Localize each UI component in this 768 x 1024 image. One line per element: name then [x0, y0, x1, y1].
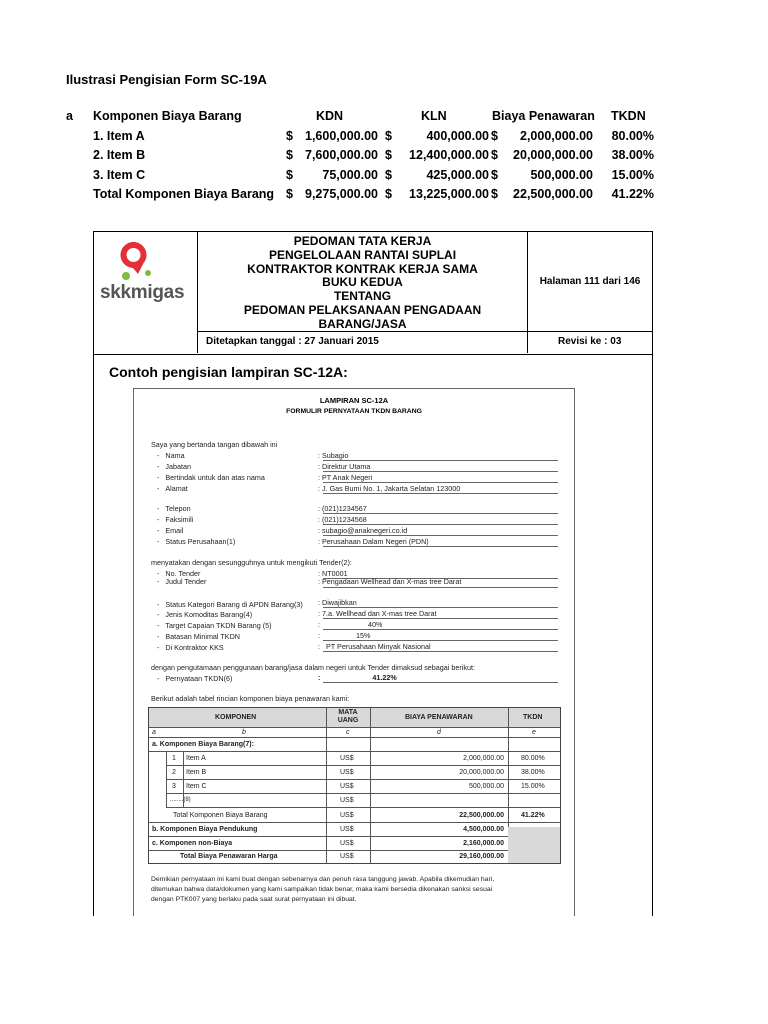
field-label: - Jabatan [157, 462, 191, 471]
item-no: 2 [172, 769, 176, 776]
item-tkdn: 38.00% [521, 769, 545, 776]
section-letter: a [66, 109, 73, 123]
table-header: MATA UANG [337, 709, 359, 724]
logo-text: skkmigas [100, 282, 185, 303]
item-name: Item B [186, 769, 207, 776]
sub-header: c [346, 729, 350, 736]
row-kln: 400,000.00 [426, 128, 489, 143]
field-label: - Batasan Minimal TKDN [157, 632, 240, 641]
item-no: 3 [172, 783, 176, 790]
row-kln: 12,400,000.00 [409, 148, 489, 162]
item-currency: US$ [340, 755, 354, 762]
total-barang-currency: US$ [340, 812, 354, 819]
field-value: : 40% [318, 620, 383, 629]
section-b-currency: US$ [340, 826, 354, 833]
field-label: - No. Tender [157, 569, 201, 578]
item-name: Item C [186, 783, 207, 790]
currency-symbol: $ [286, 128, 293, 143]
section-a: a. Komponen Biaya Barang(7): [152, 741, 254, 748]
example-heading: Contoh pengisian lampiran SC-12A: [109, 364, 348, 380]
row-biaya: 2,000,000.00 [520, 128, 593, 143]
total-barang-biaya: 22,500,000.00 [459, 812, 504, 819]
currency-symbol: $ [491, 148, 498, 162]
sub-header: b [242, 729, 246, 736]
currency-symbol: $ [491, 128, 498, 143]
row-tkdn: 41.22% [611, 187, 654, 201]
form-subtitle: FORMULIR PERNYATAAN TKDN BARANG [286, 408, 422, 415]
table-intro: Berikut adalah tabel rincian komponen biaya penawaran kami: [151, 694, 350, 703]
field-label: - Telepon [157, 504, 191, 513]
sub-header: d [437, 729, 441, 736]
row-biaya: 500,000.00 [530, 167, 593, 182]
table-row [66, 168, 666, 188]
field-value: : J. Gas Bumi No. 1, Jakarta Selatan 123000 [318, 484, 461, 493]
item-name: ........(8) [170, 797, 191, 803]
field-value: : PT Anak Negeri [318, 473, 373, 482]
currency-symbol: $ [286, 167, 293, 182]
document-header [93, 231, 653, 355]
pernyataan-label: - Pernyataan TKDN(6) [157, 674, 233, 683]
row-name: 2. Item B [93, 148, 146, 162]
currency-symbol: $ [286, 187, 293, 201]
document-title [198, 232, 528, 332]
header-biaya: Biaya Penawaran [492, 109, 595, 123]
form-intro: Saya yang bertanda tangan dibawah ini [151, 440, 278, 449]
field-value: : Direktur Utama [318, 462, 371, 471]
statement-text: dengan pengutamaan penggunaan barang/jasa dalam negeri untuk Tender dimaksud sebagai berikut: [151, 663, 475, 672]
logo-cell [94, 232, 198, 353]
row-biaya: 20,000,000.00 [513, 148, 593, 162]
table-row [66, 129, 666, 149]
item-currency: US$ [340, 797, 354, 804]
closing-line: dengan PTK007 yang berlaku pada saat surat pernyataan ini dibuat. [151, 896, 357, 903]
illustration-title: Ilustrasi Pengisian Form SC-19A [66, 72, 267, 87]
title-line: PEDOMAN PELAKSANAAN PENGADAAN [243, 302, 482, 317]
field-label: - Di Kontraktor KKS [157, 643, 224, 652]
currency-symbol: $ [385, 148, 392, 162]
field-label: - Bertindak untuk dan atas nama [157, 473, 265, 482]
section-c-biaya: 2,160,000.00 [463, 840, 504, 847]
field-label: - Jenis Komoditas Barang(4) [157, 610, 253, 619]
item-biaya: 20,000,000.00 [459, 769, 504, 776]
row-kdn: 75,000.00 [322, 167, 378, 182]
table-header: TKDN [523, 714, 543, 721]
field-label: - Nama [157, 451, 185, 460]
row-name: Total Komponen Biaya Barang [93, 187, 275, 201]
item-currency: US$ [340, 783, 354, 790]
table-header: BIAYA PENAWARAN [405, 714, 473, 721]
currency-symbol: $ [385, 187, 392, 201]
currency-symbol: $ [385, 167, 392, 182]
section-c-currency: US$ [340, 840, 354, 847]
row-tkdn: 15.00% [611, 167, 654, 182]
illustration-table [66, 109, 666, 207]
table-header: KOMPONEN [215, 714, 257, 721]
page-number: Halaman 111 dari 146 [528, 232, 652, 332]
illustration-header-row [66, 109, 666, 129]
field-value: : Pengadaan Wellhead dan X-mas tree Darat [318, 577, 462, 586]
title-line: BUKU KEDUA [322, 275, 403, 290]
title-line: TENTANG [333, 289, 392, 304]
header-tkdn: TKDN [611, 109, 646, 123]
sub-header: a [152, 729, 156, 736]
item-biaya: 2,000,000.00 [463, 755, 504, 762]
pernyataan-value: : 41.22% [318, 673, 397, 682]
total-barang-tkdn: 41.22% [521, 812, 545, 819]
item-biaya: 500,000.00 [468, 783, 504, 790]
row-tkdn: 80.00% [611, 128, 654, 143]
item-name: Item A [186, 755, 206, 762]
field-value: : NT0001 [318, 569, 348, 578]
item-tkdn: 15.00% [521, 783, 545, 790]
field-label: - Status Kategori Barang di APDN Barang(3) [157, 600, 303, 609]
field-value: : 15% [318, 631, 371, 640]
field-value: : subagio@anaknegeri.co.id [318, 526, 408, 535]
title-line: PENGELOLAAN RANTAI SUPLAI [268, 247, 457, 262]
row-name: 1. Item A [93, 128, 145, 143]
field-value: : PT Perusahaan Minyak Nasional [318, 642, 431, 651]
section-b: b. Komponen Biaya Pendukung [152, 826, 258, 833]
closing-line: Demikian pernyataan ini kami buat dengan sebenarnya dan penuh rasa tanggung jawab. Apabila dikemudian hari, [151, 876, 495, 883]
field-label: - Status Perusahaan(1) [157, 537, 236, 546]
title-line: PEDOMAN TATA KERJA [293, 234, 432, 248]
row-kdn: 1,600,000.00 [305, 128, 378, 143]
closing-line: ditemukan bahwa data/dokumen yang kami sampaikan tidak benar, maka kami bersedia dikenakan sanksi sesuai [151, 886, 493, 893]
row-kln: 425,000.00 [426, 167, 489, 182]
row-biaya: 22,500,000.00 [513, 187, 593, 201]
form-title: LAMPIRAN SC-12A [319, 396, 389, 405]
grand-total-biaya: 29,160,000.00 [459, 853, 504, 860]
document-date: Ditetapkan tanggal : 27 Januari 2015 [198, 332, 528, 353]
table-row [66, 148, 666, 168]
item-currency: US$ [340, 769, 354, 776]
field-label: - Alamat [157, 484, 188, 493]
field-label: - Judul Tender [157, 577, 207, 586]
grand-total-currency: US$ [340, 853, 354, 860]
row-kln: 13,225,000.00 [409, 187, 489, 201]
row-kdn: 9,275,000.00 [305, 187, 378, 201]
field-value: : (021)1234568 [318, 515, 367, 524]
header-kdn: KDN [316, 109, 344, 123]
document-revision: Revisi ke : 03 [558, 336, 622, 347]
row-kdn: 7,600,000.00 [305, 148, 378, 162]
item-no: 1 [172, 755, 176, 762]
header-komponen: Komponen Biaya Barang [93, 109, 242, 123]
field-value: : Perusahaan Dalam Negeri (PDN) [318, 537, 429, 546]
currency-symbol: $ [491, 167, 498, 182]
currency-symbol: $ [491, 187, 498, 201]
currency-symbol: $ [286, 148, 293, 162]
field-label: - Faksimili [157, 515, 194, 524]
sub-header: e [532, 729, 536, 736]
field-value: : (021)1234567 [318, 504, 367, 513]
title-line: KONTRAKTOR KONTRAK KERJA SAMA [247, 261, 478, 276]
total-barang-label: Total Komponen Biaya Barang [173, 812, 268, 819]
field-label: - Target Capaian TKDN Barang (5) [157, 621, 272, 630]
field-value: : Subagio [318, 451, 349, 460]
grand-total-label: Total Biaya Penawaran Harga [180, 853, 278, 860]
row-name: 3. Item C [93, 167, 146, 182]
field-value: : Diwajibkan [318, 598, 357, 607]
title-line: BARANG/JASA [318, 316, 407, 331]
field-value: : 7.a. Wellhead dan X-mas tree Darat [318, 609, 437, 618]
row-tkdn: 38.00% [611, 148, 654, 162]
currency-symbol: $ [385, 128, 392, 143]
section-b-biaya: 4,500,000.00 [463, 826, 504, 833]
item-tkdn: 80.00% [521, 755, 545, 762]
skkmigas-logo-icon [104, 240, 174, 284]
field-label: - Email [157, 526, 184, 535]
header-kln: KLN [421, 109, 447, 123]
tender-intro: menyatakan dengan sesungguhnya untuk mengikuti Tender(2): [151, 558, 352, 567]
table-total-row [66, 187, 666, 207]
section-c: c. Komponen non-Biaya [152, 840, 233, 847]
